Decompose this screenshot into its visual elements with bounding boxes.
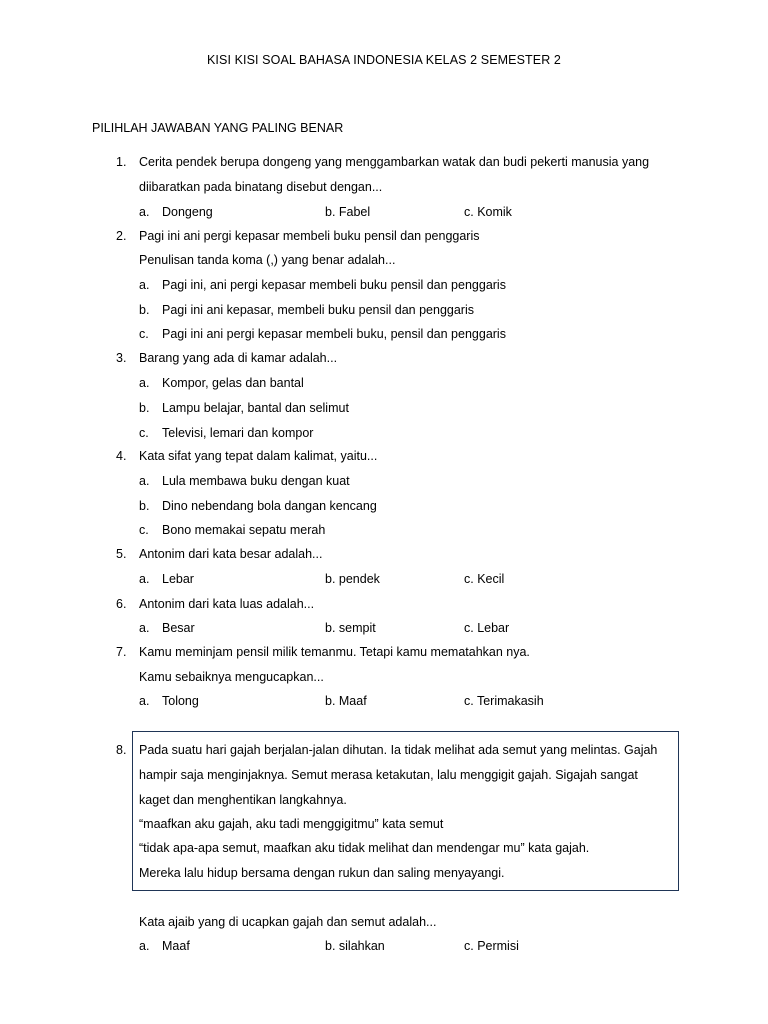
instruction-heading: PILIHLAH JAWABAN YANG PALING BENAR: [92, 121, 344, 135]
option-b: b. Fabel: [325, 205, 371, 219]
option-letter: c.: [139, 523, 149, 537]
option-letter: a.: [139, 474, 150, 488]
question-text: Kamu meminjam pensil milik temanmu. Tetapi kamu mematahkan nya.: [139, 645, 530, 659]
option-b: b. Maaf: [325, 694, 367, 708]
option-a: Kompor, gelas dan bantal: [162, 376, 304, 390]
option-c: c. Lebar: [464, 621, 510, 635]
document-title: KISI KISI SOAL BAHASA INDONESIA KELAS 2 SEMESTER 2: [207, 53, 561, 67]
story-line: Mereka lalu hidup bersama dengan rukun dan saling menyayangi.: [139, 866, 505, 880]
option-b: Pagi ini ani kepasar, membeli buku pensil dan penggaris: [162, 303, 474, 317]
option-c: c. Terimakasih: [464, 694, 544, 708]
option-letter: a.: [139, 572, 150, 586]
option-letter: a.: [139, 278, 150, 292]
question-number: 7.: [116, 645, 127, 659]
option-letter: b.: [139, 499, 150, 513]
option-letter: a.: [139, 694, 150, 708]
option-letter: a.: [139, 205, 150, 219]
option-a: Lebar: [162, 572, 194, 586]
question-text: Pagi ini ani pergi kepasar membeli buku pensil dan penggaris: [139, 229, 480, 243]
question-text: Kata ajaib yang di ucapkan gajah dan semut adalah...: [139, 915, 437, 929]
question-number: 8.: [116, 743, 127, 757]
option-b: b. silahkan: [325, 939, 385, 953]
question-text: Kata sifat yang tepat dalam kalimat, yaitu...: [139, 449, 378, 463]
question-number: 6.: [116, 597, 127, 611]
option-letter: c.: [139, 426, 149, 440]
question-number: 4.: [116, 449, 127, 463]
question-number: 3.: [116, 351, 127, 365]
question-text: Antonim dari kata besar adalah...: [139, 547, 323, 561]
option-letter: b.: [139, 401, 150, 415]
option-b: Lampu belajar, bantal dan selimut: [162, 401, 349, 415]
option-c: c. Permisi: [464, 939, 519, 953]
option-letter: a.: [139, 621, 150, 635]
option-c: c. Komik: [464, 205, 512, 219]
option-a: Lula membawa buku dengan kuat: [162, 474, 350, 488]
question-text: Penulisan tanda koma (,) yang benar adalah...: [139, 253, 396, 267]
option-b: b. sempit: [325, 621, 376, 635]
option-a: Maaf: [162, 939, 190, 953]
question-number: 2.: [116, 229, 127, 243]
option-a: Dongeng: [162, 205, 213, 219]
question-text: Kamu sebaiknya mengucapkan...: [139, 670, 324, 684]
story-line: hampir saja menginjaknya. Semut merasa ketakutan, lalu menggigit gajah. Sigajah sangat: [139, 768, 638, 782]
option-letter: b.: [139, 303, 150, 317]
question-text: Barang yang ada di kamar adalah...: [139, 351, 338, 365]
option-b: Dino nebendang bola dangan kencang: [162, 499, 377, 513]
story-line: kaget dan menghentikan langkahnya.: [139, 793, 347, 807]
question-number: 1.: [116, 155, 127, 169]
question-text: Cerita pendek berupa dongeng yang menggambarkan watak dan budi pekerti manusia yang: [139, 155, 650, 169]
question-number: 5.: [116, 547, 127, 561]
option-letter: a.: [139, 939, 150, 953]
option-c: Televisi, lemari dan kompor: [162, 426, 314, 440]
story-line: “maafkan aku gajah, aku tadi menggigitmu” kata semut: [139, 817, 444, 831]
option-a: Besar: [162, 621, 195, 635]
question-text: Antonim dari kata luas adalah...: [139, 597, 315, 611]
option-letter: a.: [139, 376, 150, 390]
option-b: b. pendek: [325, 572, 380, 586]
story-line: Pada suatu hari gajah berjalan-jalan dihutan. Ia tidak melihat ada semut yang melintas. Gajah: [139, 743, 658, 757]
option-a: Tolong: [162, 694, 199, 708]
story-line: “tidak apa-apa semut, maafkan aku tidak melihat dan mendengar mu” kata gajah.: [139, 841, 590, 855]
option-c: c. Kecil: [464, 572, 505, 586]
question-text: diibaratkan pada binatang disebut dengan...: [139, 180, 383, 194]
option-letter: c.: [139, 327, 149, 341]
option-c: Bono memakai sepatu merah: [162, 523, 326, 537]
option-c: Pagi ini ani pergi kepasar membeli buku, pensil dan penggaris: [162, 327, 506, 341]
option-a: Pagi ini, ani pergi kepasar membeli buku pensil dan penggaris: [162, 278, 506, 292]
